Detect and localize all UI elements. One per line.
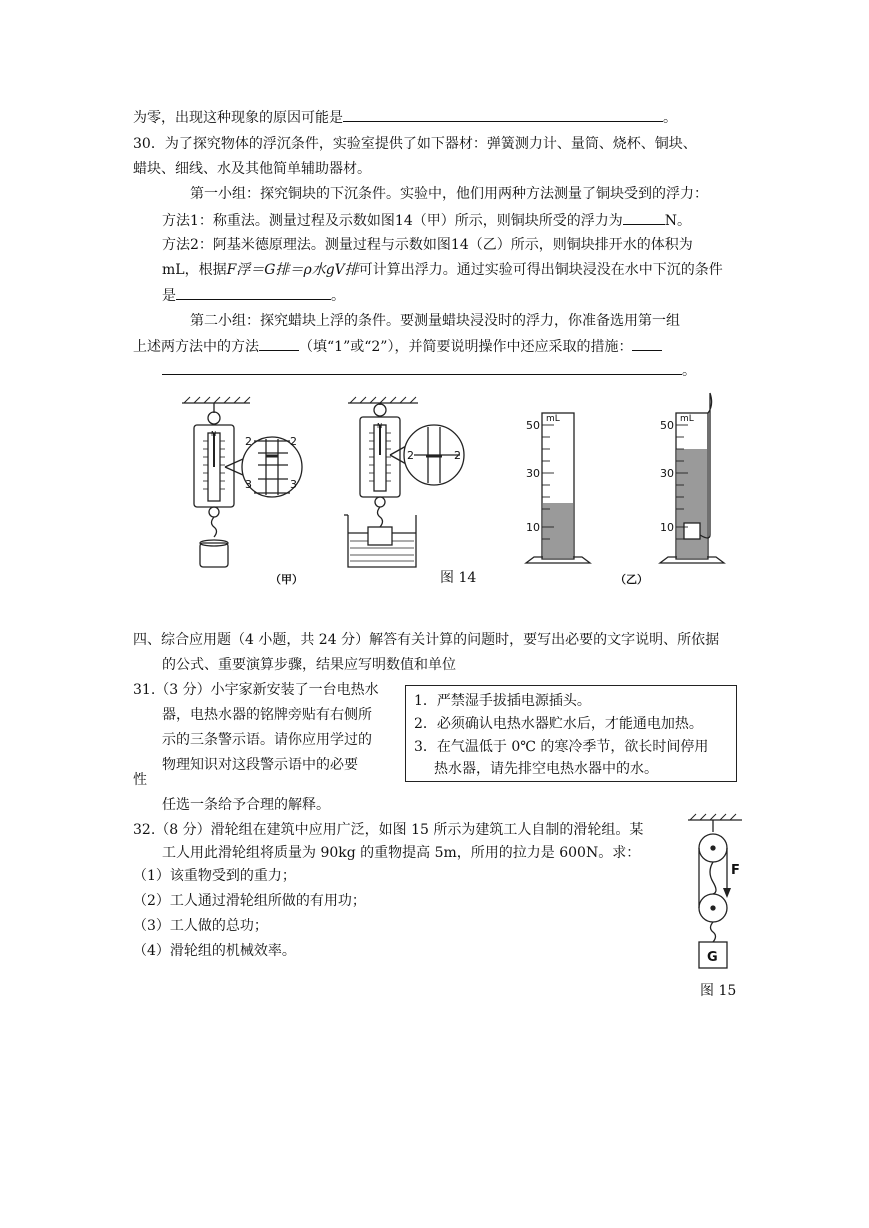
svg-text:30: 30 bbox=[660, 467, 674, 480]
q30-line6: mL，根据F浮＝G排＝ρ水gV排可计算出浮力。通过实验可得出铜块浸没在水中下沉的条件 bbox=[162, 262, 723, 278]
answer-blank[interactable] bbox=[176, 285, 331, 300]
svg-text:2: 2 bbox=[407, 449, 414, 462]
svg-text:10: 10 bbox=[660, 521, 674, 534]
svg-text:2: 2 bbox=[454, 449, 461, 462]
q29-tail: 为零，出现这种现象的原因可能是 。 bbox=[133, 107, 677, 128]
svg-text:50: 50 bbox=[526, 419, 540, 432]
fig14-caption-yi: （乙） bbox=[615, 573, 648, 586]
q31-line6: 任选一条给予合理的解释。 bbox=[162, 797, 330, 813]
fig14-caption-jia: （甲） bbox=[270, 573, 303, 586]
q31-line2: 器，电热水器的铭牌旁贴有右侧所 bbox=[162, 707, 372, 723]
svg-text:F: F bbox=[731, 863, 740, 878]
q31-line4: 物理知识对这段警示语中的必要 bbox=[162, 757, 358, 773]
answer-blank[interactable] bbox=[632, 336, 662, 351]
svg-text:30: 30 bbox=[526, 467, 540, 480]
svg-text:10: 10 bbox=[526, 521, 540, 534]
svg-text:mL: mL bbox=[680, 414, 694, 424]
q30-method1: 方法1：称重法。测量过程及示数如图14（甲）所示，则铜块所受的浮力为 N。 bbox=[162, 210, 691, 231]
q30-method2: 方法2：阿基米德原理法。测量过程与示数如图14（乙）所示，则铜块排开水的体积为 bbox=[162, 237, 693, 253]
fig14-caption: 图 14 bbox=[440, 570, 477, 586]
fig15-caption: 图 15 bbox=[700, 983, 737, 999]
svg-text:N: N bbox=[377, 422, 383, 430]
warning-box bbox=[405, 685, 737, 782]
q30-line10: 。 bbox=[162, 360, 696, 381]
q30-line1: 30．为了探究物体的浮沉条件，实验室提供了如下器材：弹簧测力计、量筒、烧杯、铜块、 bbox=[133, 136, 697, 152]
section4-heading-cont: 的公式、重要演算步骤，结果应写明数值和单位 bbox=[162, 657, 456, 673]
q30-group2: 第二小组：探究蜡块上浮的条件。要测量蜡块浸没时的浮力，你准备选用第一组 bbox=[190, 313, 680, 329]
svg-text:G: G bbox=[707, 950, 718, 965]
q32-item: （2）工人通过滑轮组所做的有用功； bbox=[133, 893, 366, 909]
answer-blank[interactable] bbox=[623, 210, 665, 225]
warning-item: 3．在气温低于 0℃ 的寒冷季节，欲长时间停用 bbox=[414, 739, 709, 755]
svg-text:2: 2 bbox=[290, 435, 297, 448]
svg-text:3: 3 bbox=[290, 478, 297, 491]
svg-text:2: 2 bbox=[245, 435, 252, 448]
section4-heading: 四、综合应用题（4 小题，共 24 分）解答有关计算的问题时，要写出必要的文字说明、所依据 bbox=[133, 632, 720, 648]
q31-line1: 31.（3 分）小宇家新安装了一台电热水 bbox=[133, 682, 379, 698]
svg-text:N: N bbox=[211, 430, 217, 438]
svg-text:50: 50 bbox=[660, 419, 674, 432]
svg-text:mL: mL bbox=[546, 414, 560, 424]
q31-line5: 性 bbox=[133, 772, 147, 788]
q32-item: （3）工人做的总功； bbox=[133, 918, 268, 934]
q30-line7: 是 。 bbox=[162, 285, 345, 306]
warning-item: 2．必须确认电热水器贮水后，才能通电加热。 bbox=[414, 716, 703, 732]
q30-line3: 第一小组：探究铜块的下沉条件。实验中，他们用两种方法测量了铜块受到的浮力： bbox=[190, 186, 708, 202]
answer-blank[interactable] bbox=[162, 360, 682, 375]
formula: F浮＝G排＝ρ水gV排 bbox=[226, 262, 359, 278]
figure-14 bbox=[170, 385, 750, 590]
warning-item: 1．严禁湿手拔插电源插头。 bbox=[414, 693, 591, 709]
figure-15-pulley bbox=[680, 812, 750, 982]
q32-item: （1）该重物受到的重力； bbox=[133, 868, 296, 884]
q30-line9: 上述两方法中的方法 （填“1”或“2”），并简要说明操作中还应采取的措施： bbox=[133, 336, 662, 357]
q31-line3: 示的三条警示语。请你应用学过的 bbox=[162, 732, 372, 748]
warning-item: 热水器，请先排空电热水器中的水。 bbox=[434, 761, 658, 777]
q32-line2: 工人用此滑轮组将质量为 90kg 的重物提高 5m，所用的拉力是 600N。求： bbox=[162, 845, 641, 861]
q30-line2: 蜡块、细线、水及其他简单辅助器材。 bbox=[133, 161, 371, 177]
q32-item: （4）滑轮组的机械效率。 bbox=[133, 943, 296, 959]
answer-blank[interactable] bbox=[259, 336, 299, 351]
answer-blank[interactable] bbox=[343, 107, 663, 122]
svg-text:3: 3 bbox=[245, 478, 252, 491]
q32-line1: 32.（8 分）滑轮组在建筑中应用广泛，如图 15 所示为建筑工人自制的滑轮组。某 bbox=[133, 822, 644, 838]
